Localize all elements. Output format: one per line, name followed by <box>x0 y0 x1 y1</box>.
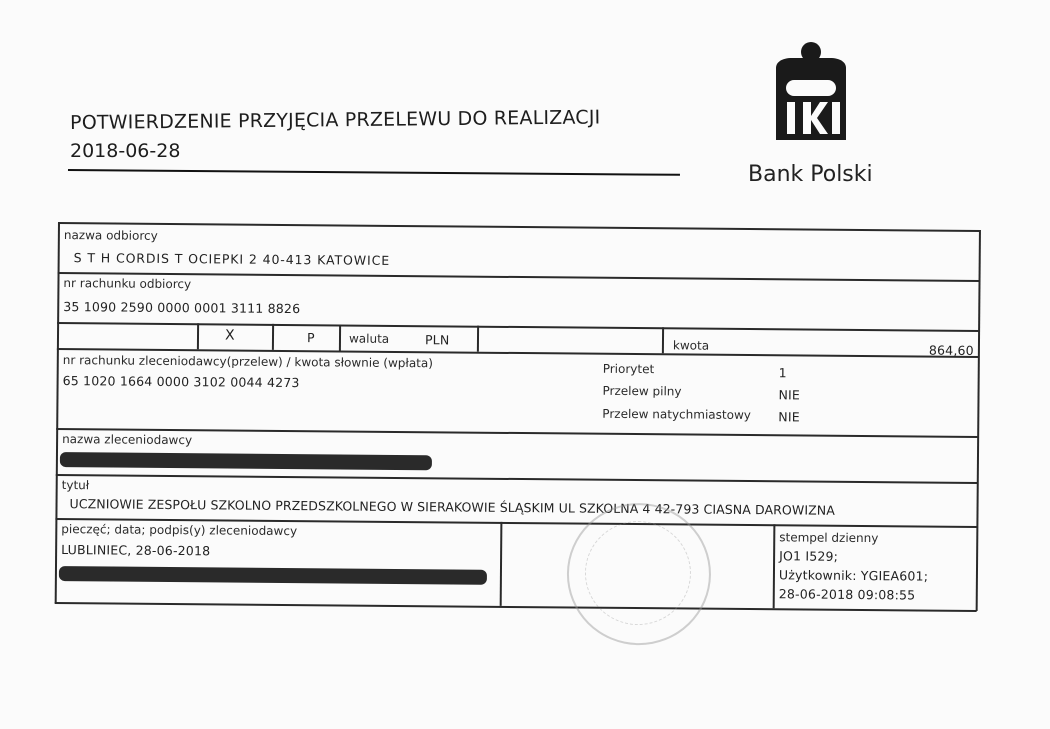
form-divider <box>58 272 980 282</box>
stamp-inner-ring <box>585 521 692 626</box>
title-divider <box>68 169 680 176</box>
form-divider <box>56 428 978 438</box>
timestamp-value: 28-06-2018 09:08:55 <box>778 586 916 603</box>
cell-divider <box>500 522 502 606</box>
pko-logo <box>770 40 852 148</box>
form-border-left <box>55 222 60 603</box>
form-divider <box>57 322 979 332</box>
form-divider <box>56 474 978 484</box>
round-stamp <box>566 502 711 645</box>
priority-value: 1 <box>778 365 787 381</box>
recipient-account-value: 35 1090 2590 0000 0001 3111 8826 <box>63 299 301 317</box>
transfer-form <box>55 222 980 612</box>
currency-label: waluta <box>348 331 390 346</box>
amount-label: kwota <box>672 338 710 353</box>
urgent-value: NIE <box>778 387 801 403</box>
daily-stamp-label: stempel dzienny <box>779 530 879 546</box>
instant-value: NIE <box>778 409 800 425</box>
cell-divider <box>477 326 479 352</box>
cell-divider <box>272 324 274 350</box>
currency-value: PLN <box>424 332 450 348</box>
recipient-account-label: nr rachunku odbiorcy <box>63 276 192 292</box>
checkbox-mark-x: X <box>224 327 235 344</box>
title-value: UCZNIOWIE ZESPOŁU SZKOLNO PRZEDSZKOLNEGO W SIERAKOWIE ŚLĄSKIM UL SZKOLNA 4 42-793 CIASNA DAROWIZNA <box>69 496 835 518</box>
user-value: Użytkownik: YGIEA601; <box>778 567 929 584</box>
urgent-label: Przelew pilny <box>602 383 682 399</box>
place-date-value: LUBLINIEC, 28-06-2018 <box>61 542 211 559</box>
amount-value: 864,60 <box>928 342 974 358</box>
sender-account-label: nr rachunku zleceniodawcy(przelew) / kwota słownie (wpłata) <box>62 353 434 371</box>
cell-divider <box>339 324 341 350</box>
title-label: tytuł <box>61 478 90 493</box>
cell-divider <box>773 524 775 608</box>
cell-divider <box>197 323 199 349</box>
form-border-bottom <box>55 602 977 612</box>
sender-account-value: 65 1020 1664 0000 3102 0044 4273 <box>62 373 300 391</box>
bank-name: Bank Polski <box>748 162 873 187</box>
sender-name-label: nazwa zleceniodawcy <box>62 432 193 448</box>
redacted-signature <box>59 566 487 585</box>
form-border-right <box>976 230 981 611</box>
instant-label: Przelew natychmiastowy <box>602 406 751 423</box>
stamp-code-value: JO1 I529; <box>779 548 839 564</box>
seal-label: pieczęć; data; podpis(y) zleceniodawcy <box>61 522 298 539</box>
recipient-name-value: S T H CORDIS T OCIEPKI 2 40-413 KATOWICE <box>73 250 391 268</box>
document-title: POTWIERDZENIE PRZYJĘCIA PRZELEWU DO REALIZACJI <box>70 106 601 134</box>
recipient-name-label: nazwa odbiorcy <box>63 228 158 243</box>
checkbox-mark-p: P <box>306 330 315 346</box>
cell-divider <box>662 327 664 353</box>
document-date: 2018-06-28 <box>70 140 181 162</box>
form-border-top <box>58 222 980 232</box>
priority-label: Priorytet <box>602 361 655 377</box>
redacted-sender-name <box>60 452 432 470</box>
